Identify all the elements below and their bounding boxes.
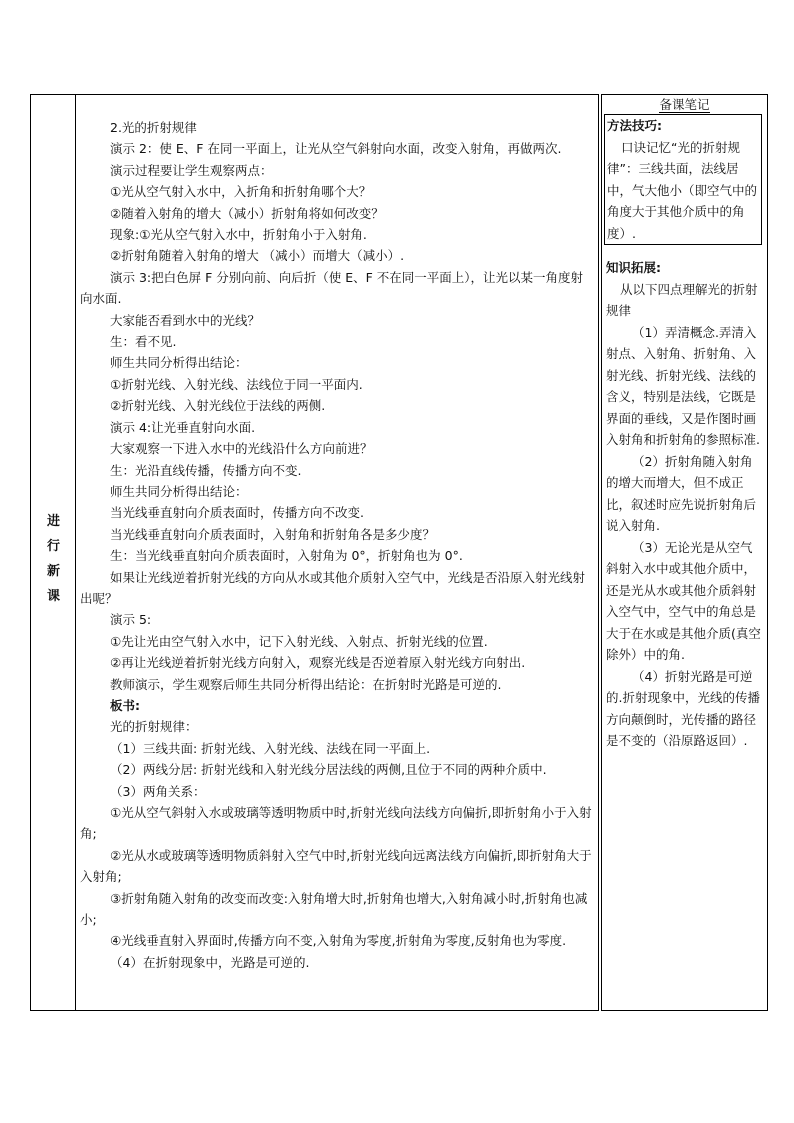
paragraph: 师生共同分析得出结论： [110, 483, 248, 499]
extension-intro: 从以下四点理解光的折射规律 [606, 281, 758, 318]
board-heading: 板书: [110, 697, 140, 713]
paragraph: 演示过程要让学生观察两点： [110, 162, 273, 178]
paragraph: 大家观察一下进入水中的光线沿什么方向前进？ [110, 441, 373, 457]
paragraph: 演示 3:把白色屏 F 分别向前、向后折（使 E、F 不在同一平面上），让光以某一角度射向水面. [80, 269, 584, 307]
paragraph: 生：当光线垂直射向介质表面时，入射角为 0°，折射角也为 0°. [110, 548, 463, 564]
paragraph: （1）三线共面: 折射光线、入射光线、法线在同一平面上. [110, 740, 431, 756]
paragraph: 大家能否看到水中的光线？ [110, 312, 261, 328]
method-box [604, 114, 762, 245]
paragraph: 当光线垂直射向介质表面时，传播方向不改变. [110, 505, 364, 521]
extension-point: （3）无论光是从空气斜射入水中或其他介质中，还是光从水或其他介质斜射入空气中，空气中的角总是大于在水或是其他介质(真空除外）中的角. [606, 539, 761, 662]
paragraph: ②随着入射角的增大（减小）折射角将如何改变？ [110, 205, 384, 221]
paragraph: （2）两线分居: 折射光线和入射光线分居法线的两侧,且位于不同的两种介质中. [110, 762, 547, 778]
paragraph: ①光从空气射入水中，入折角和折射角哪个大？ [110, 184, 372, 200]
paragraph: ②光从水或玻璃等透明物质斜射入空气中时,折射光线向远离法线方向偏折,即折射角大于入射角; [80, 847, 592, 885]
method-heading: 方法技巧: [607, 118, 662, 133]
stage-label-char: 课 [46, 589, 60, 604]
paragraph: 演示 2：使 E、F 在同一平面上，让光从空气斜射向水面，改变入射角，再做两次. [110, 141, 562, 157]
notes-title: 备课笔记 [659, 97, 710, 112]
notes-content [606, 114, 762, 752]
paragraph: 生：光沿直线传播，传播方向不变. [110, 462, 302, 478]
paragraph: 当光线垂直射向介质表面时，入射角和折射角各是多少度？ [110, 526, 436, 542]
lesson-table [30, 94, 599, 1011]
paragraph: ②再让光线逆着折射光线方向射入，观察光线是否逆着原入射光线方向射出. [110, 655, 526, 671]
extension-heading: 知识拓展: [606, 260, 661, 275]
extension-point: （4）折射光路是可逆的.折射现象中，光线的传播方向颠倒时，光传播的路径是不变的（沿原路返回）. [606, 668, 760, 748]
paragraph: ②折射光线、入射光线位于法线的两侧. [110, 398, 326, 414]
paragraph: ①光从空气斜射入水或玻璃等透明物质中时,折射光线向法线方向偏折,即折射角小于入射角; [80, 805, 592, 842]
stage-label-column [31, 95, 76, 1010]
paragraph: 现象:①光从空气射入水中，折射角小于入射角. [110, 227, 367, 243]
extension-point: （1）弄清概念.弄清入射点、入射角、折射角、入射光线、折射光线、法线的含义，特别是法线，它既是界面的垂线，又是作图时画入射角和折射角的参照标准. [606, 324, 760, 447]
section-heading: 2.光的折射规律 [110, 120, 197, 135]
paragraph: 师生共同分析得出结论： [110, 355, 248, 371]
paragraph: 演示 5: [110, 612, 152, 628]
paragraph: ④光线垂直射入界面时,传播方向不变,入射角为零度,折射角为零度,反射角也为零度. [110, 933, 567, 949]
lesson-content [80, 117, 592, 973]
extension-point: （2）折射角随入射角的增大而增大，但不成正比，叙述时应先说折射角后说入射角. [606, 453, 757, 533]
paragraph: ①折射光线、入射光线、法线位于同一平面内. [110, 376, 363, 392]
stage-label-char: 行 [46, 539, 60, 554]
paragraph: ②折射角随着入射角的增大 （减小）而增大（减小）. [110, 248, 405, 264]
notes-column [601, 94, 768, 1011]
notes-top-border [601, 94, 768, 95]
paragraph: 光的折射规律： [110, 719, 198, 735]
stage-label-char: 进 [46, 514, 60, 529]
paragraph: 生：看不见. [110, 334, 177, 350]
paragraph: ①先让光由空气射入水中，记下入射光线、入射点、折射光线的位置. [110, 633, 488, 649]
method-text: 口诀记忆“光的折射规律”：三线共面，法线居中，气大他小（即空气中的角度大于其他介质中的角度）. [607, 139, 758, 241]
stage-label-char: 新 [46, 564, 60, 579]
stage-label [31, 509, 76, 609]
paragraph: ③折射角随入射角的改变而改变:入射角增大时,折射角也增大,入射角减小时,折射角也减小; [80, 890, 588, 928]
paragraph: 教师演示，学生观察后师生共同分析得出结论：在折射时光路是可逆的. [110, 676, 502, 692]
paragraph: 如果让光线逆着折射光线的方向从水或其他介质射入空气中，光线是否沿原入射光线射出呢？ [80, 569, 586, 606]
paragraph: 演示 4:让光垂直射向水面. [110, 419, 256, 435]
paragraph: （4）在折射现象中，光路是可逆的. [110, 954, 310, 970]
paragraph: （3）两角关系： [110, 783, 206, 799]
